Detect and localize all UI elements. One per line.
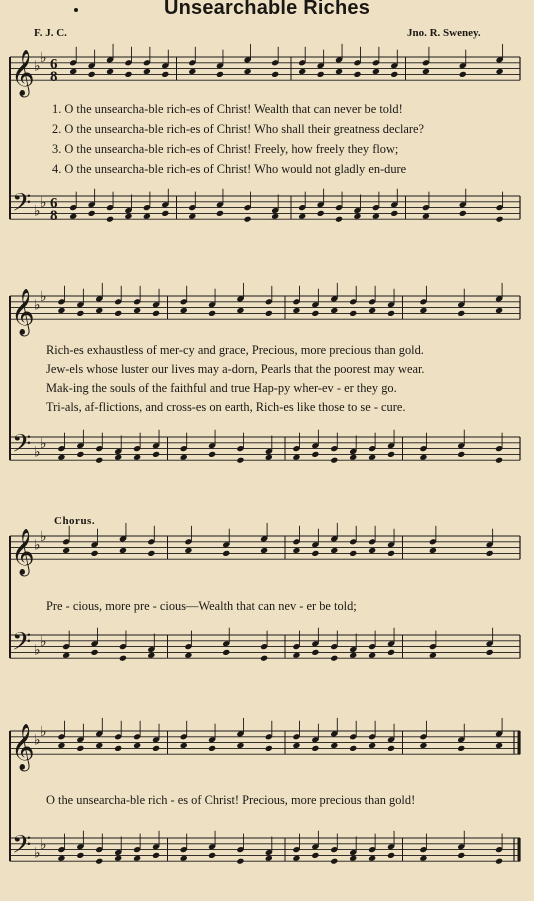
flat-sign: ♭ (34, 732, 41, 749)
note-head (457, 451, 465, 458)
note-head (335, 216, 343, 223)
note-head (236, 858, 244, 865)
note-head (152, 451, 160, 458)
note-head (387, 550, 395, 557)
note-head (260, 655, 268, 662)
note-head (152, 745, 160, 752)
chorus-lyric-line-1: Pre - cious, more pre - cious—Wealth that can nev - er be told; (46, 599, 357, 613)
bass-clef: 𝄢 (12, 188, 32, 224)
time-signature-top: 6 (50, 56, 58, 73)
note-head (76, 310, 84, 317)
note-head (457, 310, 465, 317)
chorus-label: Chorus. (54, 515, 96, 527)
note-head (311, 550, 319, 557)
note-head (216, 210, 224, 217)
note-head (208, 745, 216, 752)
note-head (95, 858, 103, 865)
verse-4-line-1: 4. O the unsearcha-ble rich-es of Christ! Who would not gladly en-dure (52, 162, 407, 176)
note-head (311, 745, 319, 752)
note-head (457, 745, 465, 752)
note-head (390, 210, 398, 217)
bass-clef: 𝄢 (12, 429, 32, 465)
note-head (222, 550, 230, 557)
note-head (311, 852, 319, 859)
note-head (152, 310, 160, 317)
note-head (330, 655, 338, 662)
flat-sign: ♭ (40, 836, 47, 853)
note-head (459, 71, 467, 78)
verse-2-line-2: Jew-els whose luster our lives may a-dorn, Pearls that the poorest may wear. (46, 362, 425, 376)
note-head (486, 649, 494, 656)
note-head (317, 210, 325, 217)
time-signature-top: 6 (50, 195, 58, 212)
flat-sign: ♭ (40, 50, 47, 66)
time-signature-bottom: 8 (50, 69, 58, 86)
note-head (216, 71, 224, 78)
flat-sign: ♭ (34, 203, 41, 220)
note-head (119, 655, 127, 662)
flat-sign: ♭ (40, 435, 47, 452)
note-head (76, 852, 84, 859)
music-credit: Jno. R. Sweney. (407, 27, 481, 39)
note-head (349, 550, 357, 557)
bass-clef: 𝄢 (12, 627, 32, 663)
note-head (330, 858, 338, 865)
note-head (91, 550, 99, 557)
verse-3-line-1: 3. O the unsearcha-ble rich-es of Christ! Freely, how freely they flow; (52, 142, 399, 156)
note-head (244, 216, 252, 223)
note-head (91, 649, 99, 656)
verse-2-line-1: 2. O the unsearcha-ble rich-es of Christ! Who shall their greatness declare? (52, 122, 425, 136)
note-head (387, 745, 395, 752)
treble-clef: 𝄞 (11, 529, 35, 576)
note-head (349, 745, 357, 752)
verse-4-line-2: Tri-als, af-flictions, and cross-es on earth, Rich-es like those to se - cure. (46, 400, 406, 414)
note-head (208, 310, 216, 317)
flat-sign: ♭ (40, 289, 47, 305)
note-head (152, 852, 160, 859)
note-head (311, 649, 319, 656)
note-head (161, 71, 169, 78)
note-head (459, 210, 467, 217)
note-head (311, 310, 319, 317)
flat-sign: ♭ (34, 297, 41, 314)
words-credit: F. J. C. (34, 27, 67, 39)
note-head (88, 210, 96, 217)
note-head (495, 858, 503, 865)
note-head (88, 71, 96, 78)
note-head (222, 649, 230, 656)
flat-sign: ♭ (40, 724, 47, 740)
bass-clef: 𝄢 (12, 830, 32, 866)
note-head (353, 71, 361, 78)
note-head (387, 310, 395, 317)
note-head (114, 310, 122, 317)
note-head (265, 745, 273, 752)
flat-sign: ♭ (34, 58, 41, 75)
verse-1-line-1: 1. O the unsearcha-ble rich-es of Christ! Wealth that can never be told! (52, 102, 403, 116)
chorus-lyric-line-2: O the unsearcha-ble rich - es of Christ! Precious, more precious than gold! (46, 793, 416, 807)
flat-sign: ♭ (34, 642, 41, 659)
flat-sign: ♭ (34, 537, 41, 554)
note-head (76, 745, 84, 752)
note-head (317, 71, 325, 78)
note-head (114, 745, 122, 752)
flat-sign: ♭ (40, 633, 47, 650)
note-head (76, 451, 84, 458)
treble-clef: 𝄞 (11, 724, 35, 771)
note-head (330, 457, 338, 464)
note-head (387, 649, 395, 656)
note-head (457, 852, 465, 859)
hymn-title: Unsearchable Riches (163, 0, 371, 19)
note-head (208, 852, 216, 859)
flat-sign: ♭ (34, 444, 41, 461)
flat-sign: ♭ (40, 194, 47, 211)
note-head (349, 310, 357, 317)
note-head (95, 457, 103, 464)
treble-clef: 𝄞 (11, 289, 35, 336)
note-head (387, 451, 395, 458)
note-head (236, 457, 244, 464)
note-head (147, 550, 155, 557)
verse-1-line-2: Rich-es exhaustless of mer-cy and grace, Precious, more precious than gold. (46, 343, 424, 357)
note-head (390, 71, 398, 78)
note-head (311, 451, 319, 458)
note-head (486, 550, 494, 557)
treble-clef: 𝄞 (11, 50, 35, 97)
note-head (208, 451, 216, 458)
flat-sign: ♭ (34, 845, 41, 862)
note-head (271, 71, 279, 78)
note-head (387, 852, 395, 859)
time-signature-bottom: 8 (50, 208, 58, 225)
note-head (265, 310, 273, 317)
note-head (495, 457, 503, 464)
verse-3-line-2: Mak-ing the souls of the faithful and true Hap-py wher-ev - er they go. (46, 381, 397, 395)
flat-sign: ♭ (40, 529, 47, 545)
note-head (161, 210, 169, 217)
note-head (106, 216, 114, 223)
note-head (496, 216, 504, 223)
note-head (124, 71, 132, 78)
